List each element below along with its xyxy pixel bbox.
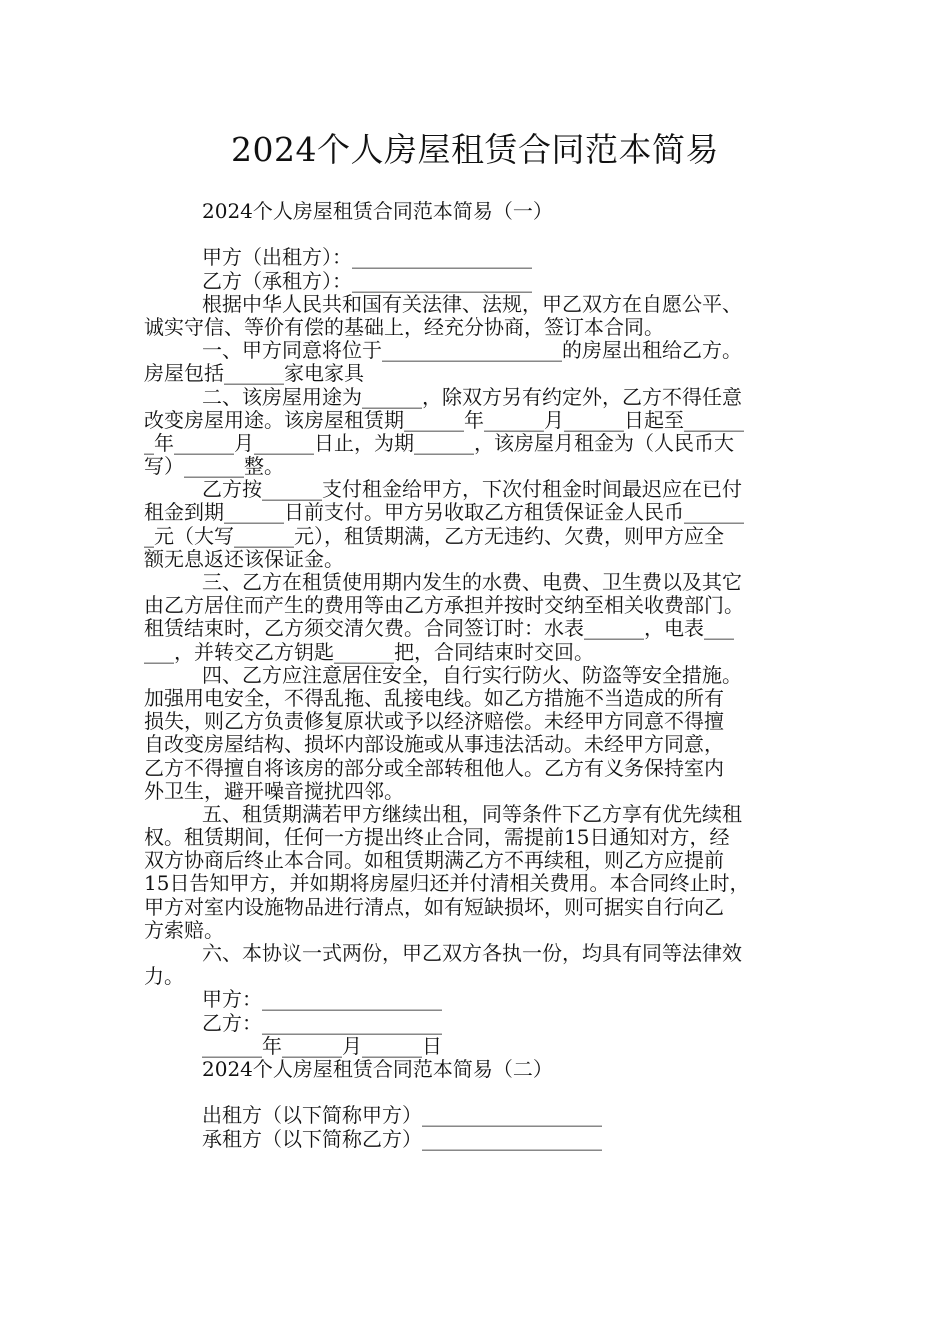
text-line: 15日告知甲方，并如期将房屋归还并付清相关费用。本合同终止时， (144, 871, 750, 896)
text-line: 2024个人房屋租赁合同范本简易（二） (202, 1056, 553, 1081)
text-line: 外卫生，避开噪音搅扰四邻。 (144, 778, 404, 803)
text-line: 写）______整。 (144, 454, 284, 479)
text-line: 甲方（出租方）：__________________ (202, 245, 532, 270)
text-line: 三、乙方在租赁使用期内发生的水费、电费、卫生费以及其它 (202, 570, 742, 594)
text-line: 2024个人房屋租赁合同范本简易（一） (202, 199, 553, 223)
text-line: 方索赔。 (144, 917, 224, 942)
text-line: 乙方：__________________ (202, 1010, 442, 1035)
text-line: 乙方（承租方）：__________________ (202, 268, 532, 293)
text-line: 由乙方居住而产生的费用等由乙方承担并按时交纳至相关收费部门。 (144, 593, 744, 618)
text-line: 加强用电安全，不得乱拖、乱接电线。如乙方措施不当造成的所有 (144, 685, 724, 710)
text-line: 乙方按______支付租金给甲方，下次付租金时间最迟应在已付 (202, 477, 742, 502)
document-body (144, 200, 816, 1151)
text-line: 二、该房屋用途为______，除双方另有约定外，乙方不得任意 (202, 384, 742, 409)
text-line: ___，并转交乙方钥匙______把，合同结束时交回。 (144, 639, 594, 664)
text-line: 改变房屋用途。该房屋租赁期______年______月______日起至______ (144, 407, 744, 432)
text-line: 诚实守信、等价有偿的基础上，经充分协商，签订本合同。 (144, 314, 664, 339)
text-line: 租赁结束时，乙方须交清欠费。合同签订时：水表______，电表___ (144, 616, 734, 641)
text-line: 双方协商后终止本合同。如租赁期满乙方不再续租，则乙方应提前 (144, 848, 724, 873)
text-line: 力。 (144, 964, 184, 989)
text-line: 甲方：__________________ (202, 987, 442, 1012)
text-line: 房屋包括______家电家具 (144, 361, 364, 386)
text-line: 乙方不得擅自将该房的部分或全部转租他人。乙方有义务保持室内 (144, 755, 724, 780)
blank-line (144, 223, 816, 246)
text-line: 四、乙方应注意居住安全，自行实行防火、防盗等安全措施。 (202, 662, 742, 687)
text-line: 六、本协议一式两份，甲乙双方各执一份，均具有同等法律效 (202, 941, 742, 965)
text-line: 自改变房屋结构、损坏内部设施或从事违法活动。未经甲方同意， (144, 732, 724, 757)
text-line: 权。租赁期间，任何一方提出终止合同，需提前15日通知对方，经 (144, 825, 730, 850)
blank-line (144, 1081, 816, 1104)
text-line: _年______月______日止，为期______，该房屋月租金为（人民币大 (144, 430, 734, 455)
text-line: 五、租赁期满若甲方继续出租，同等条件下乙方享有优先续租 (202, 801, 742, 826)
text-line: 承租方（以下简称乙方）__________________ (202, 1126, 602, 1151)
text-line: _元（大写______元），租赁期满，乙方无违约、欠费，则甲方应全 (144, 523, 724, 548)
text-line: 额无息返还该保证金。 (144, 546, 344, 571)
text-line: 出租方（以下简称甲方）__________________ (202, 1103, 602, 1128)
text-line: ______年______月______日 (202, 1033, 442, 1058)
text-line: 甲方对室内设施物品进行清点，如有短缺损坏，则可据实自行向乙 (144, 894, 724, 919)
document-title: 2024个人房屋租赁合同范本简易 (231, 130, 719, 169)
text-line: 一、甲方同意将位于__________________的房屋出租给乙方。 (202, 338, 742, 363)
text-line: 根据中华人民共和国有关法律、法规，甲乙双方在自愿公平、 (202, 291, 742, 316)
text-line: 损失，则乙方负责修复原状或予以经济赔偿。未经甲方同意不得擅 (144, 709, 724, 734)
text-line: 租金到期______日前支付。甲方另收取乙方租赁保证金人民币______ (144, 500, 744, 525)
